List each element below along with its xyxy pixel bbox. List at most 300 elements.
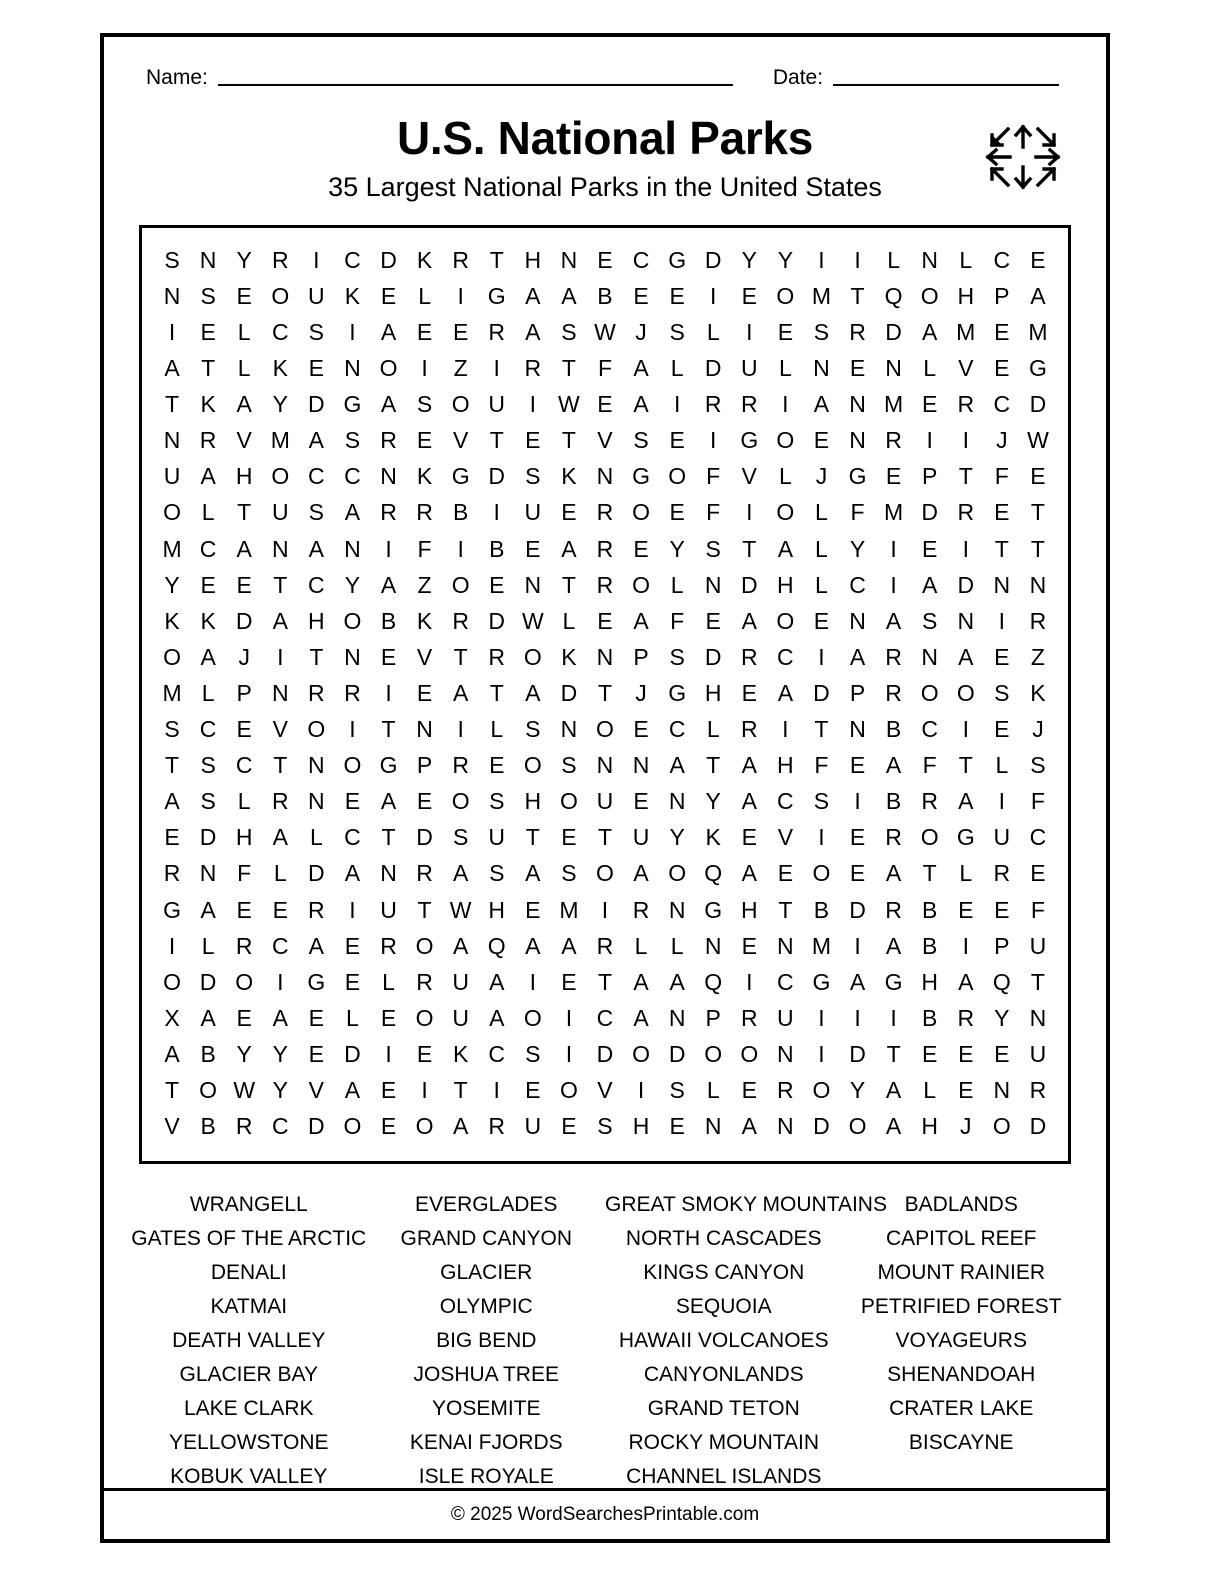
- grid-cell[interactable]: W: [233, 1076, 256, 1103]
- grid-cell[interactable]: O: [451, 391, 470, 418]
- grid-cell[interactable]: A: [380, 391, 397, 418]
- grid-cell[interactable]: E: [236, 1004, 252, 1031]
- grid-cell[interactable]: I: [710, 427, 717, 454]
- grid-cell[interactable]: T: [597, 968, 612, 995]
- grid-cell[interactable]: B: [597, 282, 613, 309]
- word-list-item[interactable]: LAKE CLARK: [183, 1397, 314, 1421]
- grid-cell[interactable]: D: [308, 860, 325, 887]
- grid-cell[interactable]: O: [343, 1113, 362, 1140]
- grid-cell[interactable]: U: [163, 463, 181, 490]
- grid-cell[interactable]: B: [885, 716, 902, 743]
- grid-cell[interactable]: P: [633, 643, 649, 670]
- grid-cell[interactable]: L: [815, 535, 828, 562]
- word-list-item[interactable]: SEQUOIA: [675, 1295, 772, 1319]
- grid-cell[interactable]: E: [597, 246, 613, 273]
- grid-cell[interactable]: E: [597, 607, 613, 634]
- grid-cell[interactable]: T: [1030, 535, 1045, 562]
- grid-cell[interactable]: K: [452, 1040, 469, 1067]
- grid-cell[interactable]: E: [849, 752, 866, 779]
- grid-cell[interactable]: M: [884, 499, 904, 526]
- grid-cell[interactable]: N: [163, 427, 181, 454]
- grid-cell[interactable]: Y: [272, 1076, 288, 1103]
- grid-cell[interactable]: O: [812, 1076, 831, 1103]
- grid-cell[interactable]: G: [956, 824, 975, 851]
- grid-cell[interactable]: O: [163, 968, 181, 995]
- grid-cell[interactable]: T: [273, 571, 288, 598]
- grid-cell[interactable]: T: [417, 896, 432, 923]
- grid-cell[interactable]: H: [235, 463, 253, 490]
- grid-cell[interactable]: R: [740, 1004, 758, 1031]
- grid-cell[interactable]: L: [237, 319, 251, 346]
- grid-cell[interactable]: T: [165, 752, 180, 779]
- grid-cell[interactable]: M: [956, 319, 976, 346]
- grid-cell[interactable]: E: [597, 391, 613, 418]
- grid-cell[interactable]: C: [271, 1113, 289, 1140]
- grid-cell[interactable]: A: [741, 752, 757, 779]
- grid-cell[interactable]: P: [705, 1004, 721, 1031]
- grid-cell[interactable]: A: [1030, 282, 1046, 309]
- grid-cell[interactable]: S: [308, 499, 325, 526]
- grid-cell[interactable]: A: [452, 860, 469, 887]
- grid-cell[interactable]: E: [777, 319, 794, 346]
- grid-cell[interactable]: E: [416, 1040, 433, 1067]
- grid-cell[interactable]: S: [164, 716, 180, 743]
- grid-cell[interactable]: I: [998, 607, 1006, 634]
- grid-cell[interactable]: D: [813, 1113, 830, 1140]
- grid-cell[interactable]: I: [854, 788, 861, 815]
- grid-cell[interactable]: O: [848, 1113, 867, 1140]
- grid-cell[interactable]: I: [385, 1040, 392, 1067]
- grid-cell[interactable]: R: [235, 932, 253, 959]
- grid-cell[interactable]: Y: [236, 1040, 252, 1067]
- grid-cell[interactable]: F: [417, 535, 432, 562]
- grid-cell[interactable]: F: [1030, 788, 1045, 815]
- grid-cell[interactable]: E: [994, 319, 1010, 346]
- grid-cell[interactable]: D: [704, 643, 722, 670]
- grid-cell[interactable]: I: [710, 282, 717, 309]
- grid-cell[interactable]: O: [163, 499, 181, 526]
- grid-cell[interactable]: I: [421, 1076, 428, 1103]
- grid-cell[interactable]: G: [379, 752, 398, 779]
- grid-cell[interactable]: D: [199, 968, 217, 995]
- grid-cell[interactable]: Q: [992, 968, 1011, 995]
- grid-cell[interactable]: U: [1029, 1040, 1047, 1067]
- grid-cell[interactable]: L: [201, 679, 215, 706]
- grid-cell[interactable]: L: [273, 860, 287, 887]
- grid-cell[interactable]: K: [200, 607, 216, 634]
- grid-cell[interactable]: Y: [236, 246, 252, 273]
- grid-cell[interactable]: U: [452, 1004, 469, 1031]
- word-list-item[interactable]: ISLE ROYALE: [418, 1465, 554, 1489]
- grid-cell[interactable]: T: [165, 391, 180, 418]
- grid-cell[interactable]: S: [922, 607, 938, 634]
- grid-cell[interactable]: I: [277, 643, 284, 670]
- grid-cell[interactable]: Y: [849, 535, 866, 562]
- grid-cell[interactable]: S: [669, 643, 685, 670]
- word-list-item[interactable]: EVERGLADES: [415, 1193, 558, 1217]
- grid-cell[interactable]: A: [525, 319, 541, 346]
- grid-cell[interactable]: Y: [669, 535, 685, 562]
- grid-cell[interactable]: M: [270, 427, 290, 454]
- grid-cell[interactable]: R: [235, 1113, 253, 1140]
- grid-cell[interactable]: E: [1030, 860, 1046, 887]
- grid-cell[interactable]: N: [777, 932, 794, 959]
- grid-cell[interactable]: T: [201, 355, 216, 382]
- word-list-item[interactable]: NORTH CASCADES: [625, 1227, 822, 1251]
- word-list-item[interactable]: BIG BEND: [436, 1329, 537, 1353]
- grid-cell[interactable]: E: [885, 463, 902, 490]
- grid-cell[interactable]: N: [993, 1076, 1011, 1103]
- grid-cell[interactable]: I: [962, 427, 969, 454]
- grid-cell[interactable]: E: [561, 824, 577, 851]
- grid-cell[interactable]: I: [854, 932, 861, 959]
- grid-cell[interactable]: B: [380, 607, 397, 634]
- word-list-item[interactable]: KINGS CANYON: [643, 1261, 805, 1285]
- grid-cell[interactable]: O: [596, 716, 614, 743]
- word-list-item[interactable]: CHANNEL ISLANDS: [626, 1465, 822, 1489]
- grid-cell[interactable]: S: [813, 319, 830, 346]
- grid-cell[interactable]: R: [704, 391, 722, 418]
- grid-cell[interactable]: L: [706, 716, 720, 743]
- grid-cell[interactable]: H: [235, 824, 253, 851]
- grid-cell[interactable]: C: [344, 824, 361, 851]
- grid-cell[interactable]: E: [958, 1076, 974, 1103]
- grid-cell[interactable]: Y: [705, 788, 721, 815]
- grid-cell[interactable]: K: [1030, 679, 1046, 706]
- grid-cell[interactable]: L: [346, 1004, 359, 1031]
- grid-cell[interactable]: E: [633, 788, 649, 815]
- grid-cell[interactable]: R: [163, 860, 181, 887]
- grid-cell[interactable]: N: [596, 752, 614, 779]
- date-input-line[interactable]: [833, 83, 1059, 86]
- grid-cell[interactable]: F: [597, 355, 612, 382]
- grid-cell[interactable]: A: [922, 571, 938, 598]
- grid-cell[interactable]: U: [524, 499, 542, 526]
- grid-cell[interactable]: A: [525, 932, 541, 959]
- grid-cell[interactable]: F: [670, 607, 685, 634]
- grid-cell[interactable]: Z: [1030, 643, 1045, 670]
- grid-cell[interactable]: L: [995, 752, 1009, 779]
- word-list-item[interactable]: KOBUK VALLEY: [170, 1465, 328, 1489]
- grid-cell[interactable]: C: [668, 716, 686, 743]
- grid-cell[interactable]: O: [632, 571, 650, 598]
- grid-cell[interactable]: I: [998, 788, 1006, 815]
- grid-cell[interactable]: U: [740, 355, 758, 382]
- grid-cell[interactable]: E: [236, 716, 252, 743]
- grid-cell[interactable]: C: [596, 1004, 614, 1031]
- grid-cell[interactable]: R: [740, 643, 758, 670]
- grid-cell[interactable]: U: [1029, 932, 1047, 959]
- grid-cell[interactable]: I: [349, 319, 356, 346]
- grid-cell[interactable]: R: [488, 319, 506, 346]
- grid-cell[interactable]: W: [1027, 427, 1049, 454]
- grid-cell[interactable]: I: [385, 679, 392, 706]
- grid-cell[interactable]: S: [561, 752, 577, 779]
- grid-cell[interactable]: N: [271, 679, 289, 706]
- grid-cell[interactable]: I: [601, 896, 609, 923]
- grid-cell[interactable]: J: [996, 427, 1008, 454]
- grid-cell[interactable]: O: [523, 643, 542, 670]
- grid-cell[interactable]: L: [490, 716, 504, 743]
- grid-cell[interactable]: I: [313, 246, 320, 273]
- grid-cell[interactable]: N: [163, 282, 181, 309]
- grid-cell[interactable]: Z: [453, 355, 468, 382]
- grid-cell[interactable]: Y: [669, 824, 685, 851]
- grid-cell[interactable]: E: [344, 932, 361, 959]
- grid-cell[interactable]: Y: [164, 571, 180, 598]
- grid-cell[interactable]: A: [344, 499, 361, 526]
- grid-cell[interactable]: E: [958, 896, 974, 923]
- grid-cell[interactable]: W: [449, 896, 472, 923]
- grid-cell[interactable]: T: [489, 246, 504, 273]
- grid-cell[interactable]: Y: [741, 246, 757, 273]
- grid-cell[interactable]: K: [416, 246, 433, 273]
- grid-cell[interactable]: E: [561, 968, 577, 995]
- grid-cell[interactable]: S: [705, 535, 721, 562]
- grid-cell[interactable]: O: [343, 607, 362, 634]
- grid-cell[interactable]: K: [200, 391, 216, 418]
- grid-cell[interactable]: L: [634, 932, 648, 959]
- grid-cell[interactable]: D: [957, 571, 975, 598]
- grid-cell[interactable]: I: [926, 427, 933, 454]
- grid-cell[interactable]: E: [741, 1076, 757, 1103]
- word-list-item[interactable]: BISCAYNE: [908, 1431, 1014, 1455]
- grid-cell[interactable]: S: [525, 716, 541, 743]
- grid-cell[interactable]: L: [959, 860, 973, 887]
- grid-cell[interactable]: U: [488, 824, 506, 851]
- word-list-item[interactable]: GATES OF THE ARCTIC: [131, 1227, 367, 1251]
- grid-cell[interactable]: I: [854, 1004, 861, 1031]
- grid-cell[interactable]: F: [706, 499, 721, 526]
- grid-cell[interactable]: S: [561, 319, 577, 346]
- grid-cell[interactable]: M: [162, 535, 182, 562]
- grid-cell[interactable]: R: [885, 643, 902, 670]
- grid-cell[interactable]: R: [596, 535, 614, 562]
- grid-cell[interactable]: N: [849, 607, 866, 634]
- grid-cell[interactable]: A: [633, 860, 649, 887]
- grid-cell[interactable]: V: [308, 1076, 325, 1103]
- grid-cell[interactable]: K: [705, 824, 721, 851]
- grid-cell[interactable]: X: [164, 1004, 180, 1031]
- grid-cell[interactable]: E: [380, 282, 397, 309]
- grid-cell[interactable]: A: [633, 1004, 649, 1031]
- grid-cell[interactable]: M: [884, 391, 904, 418]
- grid-cell[interactable]: R: [416, 968, 433, 995]
- grid-cell[interactable]: Q: [487, 932, 506, 959]
- grid-cell[interactable]: S: [561, 860, 577, 887]
- grid-cell[interactable]: O: [668, 463, 687, 490]
- grid-cell[interactable]: T: [958, 752, 973, 779]
- grid-cell[interactable]: I: [818, 824, 825, 851]
- grid-cell[interactable]: N: [704, 571, 722, 598]
- grid-cell[interactable]: Y: [272, 391, 288, 418]
- grid-cell[interactable]: O: [704, 1040, 723, 1067]
- grid-cell[interactable]: A: [164, 1040, 180, 1067]
- grid-cell[interactable]: F: [814, 752, 829, 779]
- grid-cell[interactable]: R: [596, 571, 614, 598]
- grid-cell[interactable]: A: [525, 679, 541, 706]
- grid-cell[interactable]: K: [164, 607, 180, 634]
- grid-cell[interactable]: E: [344, 968, 361, 995]
- grid-cell[interactable]: T: [922, 860, 937, 887]
- grid-cell[interactable]: E: [308, 1040, 325, 1067]
- grid-cell[interactable]: F: [706, 463, 721, 490]
- grid-cell[interactable]: A: [344, 860, 361, 887]
- grid-cell[interactable]: A: [272, 824, 288, 851]
- grid-cell[interactable]: D: [813, 679, 830, 706]
- grid-cell[interactable]: R: [885, 679, 902, 706]
- grid-cell[interactable]: E: [922, 391, 938, 418]
- grid-cell[interactable]: T: [561, 571, 576, 598]
- grid-cell[interactable]: I: [962, 932, 969, 959]
- grid-cell[interactable]: A: [849, 968, 866, 995]
- grid-cell[interactable]: G: [163, 896, 181, 923]
- grid-cell[interactable]: N: [271, 535, 289, 562]
- grid-cell[interactable]: J: [815, 463, 828, 490]
- grid-cell[interactable]: R: [416, 860, 433, 887]
- grid-cell[interactable]: L: [706, 1076, 720, 1103]
- grid-cell[interactable]: A: [380, 319, 397, 346]
- grid-cell[interactable]: H: [632, 1113, 650, 1140]
- grid-cell[interactable]: A: [561, 282, 577, 309]
- grid-cell[interactable]: I: [890, 1004, 897, 1031]
- grid-cell[interactable]: L: [670, 932, 684, 959]
- grid-cell[interactable]: A: [885, 1076, 902, 1103]
- grid-cell[interactable]: I: [890, 571, 897, 598]
- grid-cell[interactable]: S: [489, 860, 505, 887]
- grid-cell[interactable]: R: [416, 499, 433, 526]
- grid-cell[interactable]: R: [271, 788, 289, 815]
- grid-cell[interactable]: Y: [777, 246, 794, 273]
- grid-cell[interactable]: G: [451, 463, 470, 490]
- grid-cell[interactable]: B: [452, 499, 469, 526]
- word-list-item[interactable]: CAPITOL REEF: [885, 1227, 1037, 1251]
- grid-cell[interactable]: H: [308, 607, 325, 634]
- grid-cell[interactable]: U: [271, 499, 289, 526]
- grid-cell[interactable]: A: [958, 788, 974, 815]
- grid-cell[interactable]: N: [777, 1113, 794, 1140]
- grid-cell[interactable]: C: [344, 463, 361, 490]
- grid-cell[interactable]: H: [524, 788, 542, 815]
- word-list-item[interactable]: BADLANDS: [904, 1193, 1018, 1217]
- grid-cell[interactable]: I: [565, 1004, 573, 1031]
- grid-cell[interactable]: A: [741, 607, 757, 634]
- grid-cell[interactable]: S: [416, 391, 433, 418]
- grid-cell[interactable]: G: [668, 679, 687, 706]
- grid-cell[interactable]: S: [200, 282, 216, 309]
- grid-cell[interactable]: L: [706, 319, 720, 346]
- grid-cell[interactable]: A: [813, 391, 830, 418]
- grid-cell[interactable]: R: [957, 1004, 975, 1031]
- word-list-item[interactable]: GLACIER BAY: [179, 1363, 318, 1387]
- grid-cell[interactable]: D: [235, 607, 253, 634]
- grid-cell[interactable]: E: [380, 1113, 397, 1140]
- grid-cell[interactable]: E: [849, 860, 866, 887]
- grid-cell[interactable]: N: [199, 860, 217, 887]
- grid-cell[interactable]: B: [813, 896, 830, 923]
- word-list-item[interactable]: KENAI FJORDS: [409, 1431, 563, 1455]
- grid-cell[interactable]: A: [489, 968, 505, 995]
- grid-cell[interactable]: L: [201, 932, 215, 959]
- grid-cell[interactable]: D: [704, 246, 722, 273]
- grid-cell[interactable]: E: [416, 788, 433, 815]
- word-list-item[interactable]: ROCKY MOUNTAIN: [628, 1431, 820, 1455]
- grid-cell[interactable]: P: [994, 932, 1010, 959]
- grid-cell[interactable]: H: [957, 282, 975, 309]
- grid-cell[interactable]: H: [921, 1113, 938, 1140]
- grid-cell[interactable]: C: [199, 535, 217, 562]
- grid-cell[interactable]: O: [451, 571, 470, 598]
- grid-cell[interactable]: N: [885, 355, 902, 382]
- grid-cell[interactable]: S: [164, 246, 180, 273]
- grid-cell[interactable]: N: [596, 643, 614, 670]
- word-list-item[interactable]: GRAND TETON: [647, 1397, 800, 1421]
- grid-cell[interactable]: H: [777, 571, 794, 598]
- grid-cell[interactable]: J: [635, 679, 647, 706]
- grid-cell[interactable]: T: [1030, 499, 1045, 526]
- grid-cell[interactable]: D: [416, 824, 433, 851]
- grid-cell[interactable]: S: [200, 752, 216, 779]
- grid-cell[interactable]: I: [457, 535, 464, 562]
- grid-cell[interactable]: D: [596, 1040, 614, 1067]
- grid-cell[interactable]: O: [415, 1113, 434, 1140]
- grid-cell[interactable]: N: [704, 932, 722, 959]
- grid-cell[interactable]: E: [669, 1113, 685, 1140]
- grid-cell[interactable]: I: [637, 1076, 645, 1103]
- grid-cell[interactable]: E: [813, 607, 830, 634]
- grid-cell[interactable]: G: [704, 896, 723, 923]
- grid-cell[interactable]: E: [777, 860, 794, 887]
- grid-cell[interactable]: E: [272, 896, 288, 923]
- grid-cell[interactable]: Y: [849, 1076, 866, 1103]
- grid-cell[interactable]: D: [921, 499, 938, 526]
- grid-cell[interactable]: T: [814, 716, 829, 743]
- grid-cell[interactable]: R: [344, 679, 361, 706]
- grid-cell[interactable]: I: [421, 355, 428, 382]
- grid-cell[interactable]: W: [558, 391, 580, 418]
- grid-cell[interactable]: R: [380, 499, 397, 526]
- grid-cell[interactable]: E: [922, 1040, 938, 1067]
- grid-cell[interactable]: E: [669, 282, 685, 309]
- grid-cell[interactable]: A: [525, 860, 541, 887]
- word-list-item[interactable]: DENALI: [210, 1261, 287, 1285]
- grid-cell[interactable]: I: [962, 535, 969, 562]
- grid-cell[interactable]: G: [740, 427, 759, 454]
- grid-cell[interactable]: H: [704, 679, 722, 706]
- grid-cell[interactable]: R: [921, 788, 938, 815]
- grid-cell[interactable]: I: [529, 968, 537, 995]
- grid-cell[interactable]: E: [525, 535, 541, 562]
- grid-cell[interactable]: I: [746, 499, 753, 526]
- grid-cell[interactable]: E: [813, 427, 830, 454]
- grid-cell[interactable]: E: [416, 319, 433, 346]
- grid-cell[interactable]: E: [489, 752, 505, 779]
- grid-cell[interactable]: O: [415, 932, 434, 959]
- grid-cell[interactable]: P: [236, 679, 252, 706]
- grid-cell[interactable]: E: [525, 427, 541, 454]
- grid-cell[interactable]: R: [740, 391, 758, 418]
- grid-cell[interactable]: B: [489, 535, 505, 562]
- grid-cell[interactable]: O: [776, 499, 795, 526]
- grid-cell[interactable]: R: [271, 246, 289, 273]
- grid-cell[interactable]: E: [849, 355, 866, 382]
- grid-cell[interactable]: N: [199, 246, 217, 273]
- grid-cell[interactable]: S: [994, 679, 1010, 706]
- grid-cell[interactable]: A: [633, 607, 649, 634]
- grid-cell[interactable]: I: [565, 1040, 573, 1067]
- grid-cell[interactable]: E: [380, 1004, 397, 1031]
- grid-cell[interactable]: N: [704, 1113, 722, 1140]
